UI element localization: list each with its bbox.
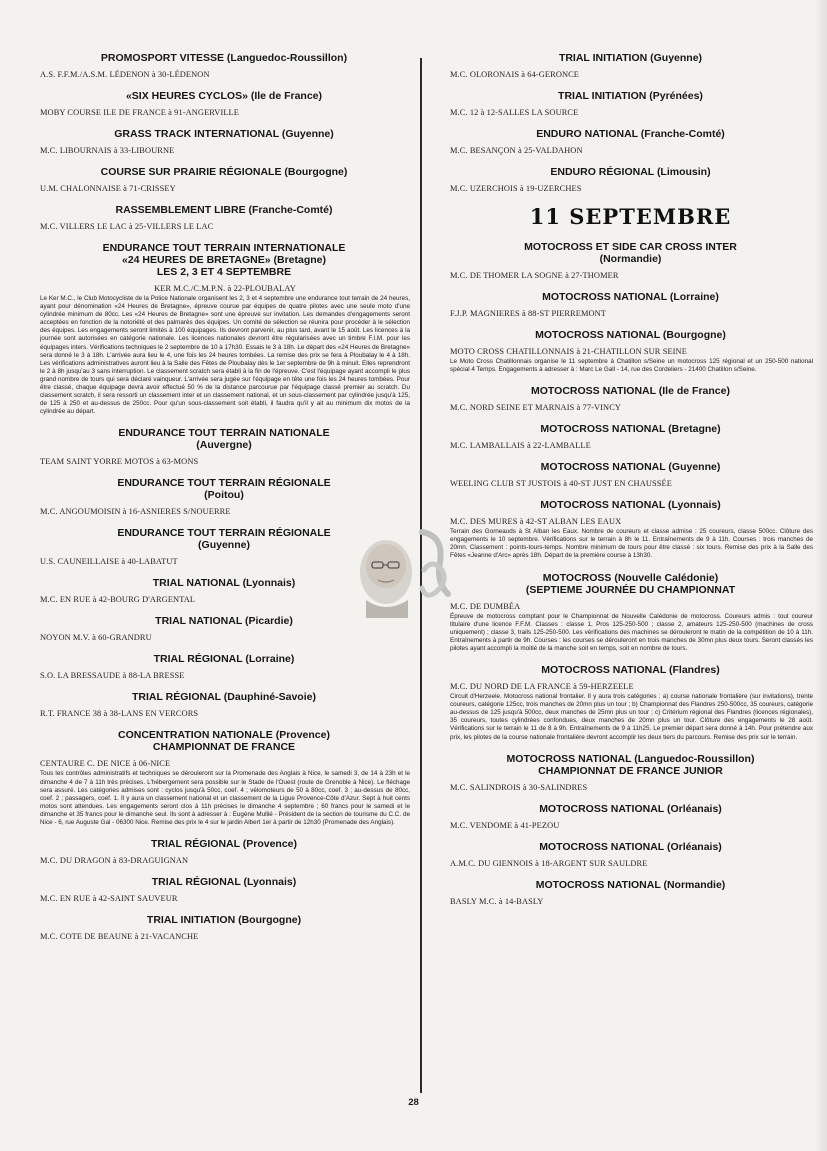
event-entry xyxy=(38,90,410,117)
event-title-line: (Auvergne) xyxy=(196,439,252,452)
event-club: M.C. DU DRAGON à 83-DRAGUIGNAN xyxy=(40,856,189,866)
event-club: M.C. VENDOME à 41-PEZOU xyxy=(450,820,560,830)
event-description: Circuit d'Herzeele. Motocross national frontalier. Il y aura trois catégories : a) course nationale frontalière (sur invitations), trente coureurs, catégorie 125cc, trois manches de 20mn plus un tour ; b) Championnat des Flandres 250-500cc, 35 coureurs, catégorie au-dessus de 125 jusqu'à 500cc, deux manches de 25mn plus un tour ; c) Critérium régional des Flandres (licences régionales), 35 coureurs, toutes cylindrées confondues, deux manches de 20mn plus un tour. Clôture des engagements le 28 août. Vérifications sur le terrain le 11 de 8 à 9h. Entraînements de 9 à 11h25. Le premier départ sera donné à 14h. Pour prétendre aux prix, les pilotes de la course nationale frontalière devront accomplir les deux tiers du parcours. Remise des prix sur le terrain. xyxy=(450,693,813,741)
event-title-line: MOTOCROSS NATIONAL (Normandie) xyxy=(535,878,726,891)
event-description: Le Ker M.C., le Club Motocycliste de la Police Nationale organisent les 2, 3 et 4 septembre une endurance tout terrain de 24 heures, ayant pour dénomination «24 Heures de Bretagne», épreuve courue par équipes de quatre pilotes avec une seule moto d'une cylindrée minimum de 80cc. Les «24 Heures de Bretagne» sont une épreuve sur invitation. Les demandes d'engagements seront acceptées en fonction de la notoriété et des palmarès des équipes. Un comité de sélection se réunira pour procéder à le sélection des équipes. Les engagements seront limités à 100 équipages. Ils devront parvenir, au plus tard, avant le 15 août. Les licences à la journée sont autorisées en catégorie nationale. Les licences nationales devront être régularisées avec un timbre F.I.M. pour les équipages inters. Vérifications techniques le 2 septembre de 10 à 17h30. Essais le 3 à 18h. Le départ des «24 Heures de Bretagne» sera donné le 3 à 18h. L'arrivée aura lieu le 4, une fois les 24 heures tombées. La remise des prix se fera à Ploubalay le 4 à 18h. Les vérifications administratives auront lieu à la Salle des Fêtes de Ploubalay dès le 1er septembre de 9h à minuit. Elles reprendront le 2 à 8h jusqu'au 3 sans interruption. Le classement scratch sera établi à la fin de l'épreuve. C'est l'équipage ayant accompli le plus grand nombre de tours qui sera déclaré vainqueur. L'arrivée sera jugée sur l'équipage en tête une fois les 24 heures tombées. Pour être classé, chaque équipage devra avoir effectué 50 % de la distance parcourue par l'équipage classé premier au scratch. Du classement scratch, il sera ressorti un classement inter et un classement national, et un sous-classement par cylindrée jusqu'à 125, de 125 à 250 et au-dessus de 250cc. Pour qu'un sous-classement soit établi, il faudra qu'il y ait au minimum dix motos de la cylindrée au départ. xyxy=(40,295,410,416)
event-club: M.C. DE THOMER LA SOGNE à 27-THOMER xyxy=(450,271,619,280)
event-entry xyxy=(448,329,813,374)
event-title-line: (Guyenne) xyxy=(198,539,250,552)
right-column-top-events xyxy=(448,52,813,193)
event-title xyxy=(38,242,410,278)
event-title-line: TRIAL RÉGIONAL (Dauphiné-Savoie) xyxy=(132,691,316,704)
event-club: M.C. EN RUE à 42-BOURG D'ARGENTAL xyxy=(40,595,196,605)
event-title xyxy=(38,691,410,703)
event-title xyxy=(38,166,410,178)
event-title-line: MOTOCROSS NATIONAL (Bretagne) xyxy=(540,423,721,436)
event-entry xyxy=(38,653,410,680)
event-title xyxy=(38,477,410,501)
event-title-line: ENDURO RÉGIONAL (Limousin) xyxy=(550,166,711,178)
event-entry xyxy=(38,729,410,827)
event-title-line: MOTOCROSS NATIONAL (Lorraine) xyxy=(542,291,719,303)
event-club: WEELING CLUB ST JUSTOIS à 40-ST JUST EN CHAUSSÉE xyxy=(450,479,672,489)
event-entry xyxy=(448,803,813,830)
event-title xyxy=(448,241,813,265)
event-entry xyxy=(38,615,410,642)
right-column xyxy=(448,52,813,917)
event-club: TEAM SAINT YORRE MOTOS à 63-MONS xyxy=(40,457,199,467)
event-entry xyxy=(448,385,813,412)
event-title-line: MOTOCROSS NATIONAL (Orléanais) xyxy=(539,802,722,815)
event-title xyxy=(38,876,410,888)
event-club: MOTO CROSS CHATILLONNAIS à 21-CHATILLON SUR SEINE xyxy=(450,347,687,356)
event-title-line: MOTOCROSS ET SIDE CAR CROSS INTER xyxy=(524,241,737,253)
event-title-line: COURSE SUR PRAIRIE RÉGIONALE (Bourgogne) xyxy=(100,166,348,178)
event-title xyxy=(448,128,813,140)
event-title xyxy=(448,753,813,777)
event-club: M.C. NORD SEINE ET MARNAIS à 77-VINCY xyxy=(450,403,622,413)
page-number: 28 xyxy=(408,1097,419,1108)
event-club: M.C. UZERCHOIS à 19-UZERCHES xyxy=(450,184,582,193)
event-title-line: (Normandie) xyxy=(599,253,662,265)
event-club: M.C. LAMBALLAIS à 22-LAMBALLE xyxy=(450,441,591,451)
event-title xyxy=(448,803,813,815)
event-title xyxy=(448,52,813,64)
event-title-line: «24 HEURES DE BRETAGNE» (Bretagne) xyxy=(121,254,327,266)
event-title-line: MOTOCROSS (Nouvelle Calédonie) xyxy=(542,571,719,584)
event-entry xyxy=(448,879,813,906)
event-club: F.J.P. MAGNIERES à 88-ST PIERREMONT xyxy=(450,309,606,318)
event-title-line: MOTOCROSS NATIONAL (Guyenne) xyxy=(540,461,721,474)
event-title xyxy=(448,572,813,596)
event-club: A.M.C. DU GIENNOIS à 18-ARGENT SUR SAULDRE xyxy=(450,858,648,868)
event-club: A.S. F.F.M./A.S.M. LÉDENON à 30-LÉDENON xyxy=(40,70,210,79)
event-entry xyxy=(448,499,813,560)
event-entry xyxy=(448,90,813,117)
event-entry xyxy=(38,691,410,718)
event-title xyxy=(38,90,410,102)
event-entry xyxy=(448,461,813,488)
event-description: Terrain des Gorneauds à St Alban les Eaux. Nombre de coureurs et classe admise : 25 coureurs, classe 500cc. Clôture des engagements le 10 septembre. Vérifications sur le terrain à 8h le 11. Entraînements de 9 à 11h. Courses : trois manches de 20mn. Classement : points-tours-temps. Nombre minimum de tours pour être classé : six tours. Remise des prix à la Salle des Fêtes «Jeanne d'Arc» après 18h. Départ de la première course à 13h30. xyxy=(450,528,813,560)
event-club: CENTAURE C. DE NICE à 06-NICE xyxy=(40,759,171,769)
event-entry xyxy=(38,128,410,155)
event-title-line: LES 2, 3 ET 4 SEPTEMBRE xyxy=(156,266,292,278)
event-title xyxy=(38,914,410,926)
event-title xyxy=(38,653,410,665)
event-entry xyxy=(448,52,813,79)
event-entry xyxy=(448,166,813,193)
event-entry xyxy=(448,664,813,742)
event-title-line: ENDURANCE TOUT TERRAIN NATIONALE xyxy=(118,427,330,440)
event-entry xyxy=(38,52,410,79)
event-entry xyxy=(38,242,410,416)
event-club: BASLY M.C. à 14-BASLY xyxy=(450,896,544,906)
event-entry xyxy=(38,838,410,865)
event-title xyxy=(38,427,410,451)
event-title-line: TRIAL RÉGIONAL (Lyonnais) xyxy=(151,876,297,889)
event-title-line: TRIAL INITIATION (Guyenne) xyxy=(558,52,703,64)
left-column xyxy=(38,52,410,952)
event-title xyxy=(448,90,813,102)
event-entry xyxy=(38,427,410,466)
event-club: M.C. DU NORD DE LA FRANCE à 59-HERZEELE xyxy=(450,682,634,692)
event-club: M.C. EN RUE à 42-SAINT SAUVEUR xyxy=(40,894,178,904)
event-club: M.C. VILLERS LE LAC à 25-VILLERS LE LAC xyxy=(40,222,214,231)
event-club: KER M.C./C.M.P.N. à 22-PLOUBALAY xyxy=(154,284,296,293)
event-title xyxy=(448,291,813,303)
event-title xyxy=(448,879,813,891)
event-title xyxy=(448,499,813,511)
event-title xyxy=(448,423,813,435)
event-description: Épreuve de motocross comptant pour le Championnat de Nouvelle Calédonie de motocross. Coureurs admis : tout coureur titulaire d'une licence F.F.M. Classes : classe 1, Pros 125-250-500 ; classe 2, amateurs 125-250-500 (machines de cross uniquement) ; classe 3, trails 125-250-500. Les vérifications des machines se dérouleront le matin de la compétition de 10 à 11h. Entraînements à partir de 9h. Courses : les courses se dérouleront en trois manches de 30mn plus deux tours. Seront classés les pilotes ayant accompli la moitié de la manche soit en temps, soit en nombre de tours. xyxy=(450,612,813,652)
event-entry xyxy=(38,477,410,516)
event-title-line: ENDURANCE TOUT TERRAIN RÉGIONALE xyxy=(117,477,331,490)
right-column-bottom-events xyxy=(448,241,813,906)
event-title-line: ENDURO NATIONAL (Franche-Comté) xyxy=(536,128,725,140)
event-entry xyxy=(38,914,410,941)
event-entry xyxy=(448,128,813,155)
event-title-line: TRIAL NATIONAL (Lyonnais) xyxy=(152,577,296,590)
event-title xyxy=(38,838,410,850)
event-title-line: MOTOCROSS NATIONAL (Lyonnais) xyxy=(540,499,721,512)
event-title xyxy=(448,461,813,473)
event-title-line: PROMOSPORT VITESSE (Languedoc-Roussillon) xyxy=(100,52,348,64)
event-title xyxy=(448,385,813,397)
event-club: NOYON M.V. à 60-GRANDRU xyxy=(40,633,152,643)
event-club: U.S. CAUNEILLAISE à 40-LABATUT xyxy=(40,557,178,567)
event-club: U.M. CHALONNAISE à 71-CRISSEY xyxy=(40,184,176,193)
event-title-line: CHAMPIONNAT DE FRANCE JUNIOR xyxy=(538,764,723,777)
event-title-line: MOTOCROSS NATIONAL (Flandres) xyxy=(541,664,720,677)
event-title-line: MOTOCROSS NATIONAL (Orléanais) xyxy=(539,840,722,853)
event-entry xyxy=(38,876,410,903)
event-title-line: RASSEMBLEMENT LIBRE (Franche-Comté) xyxy=(115,204,333,216)
event-title-line: CONCENTRATION NATIONALE (Provence) xyxy=(118,729,330,742)
event-title xyxy=(448,329,813,341)
event-club: M.C. SALINDROIS à 30-SALINDRES xyxy=(450,782,588,792)
event-title-line: TRIAL RÉGIONAL (Provence) xyxy=(150,838,298,851)
event-title-line: CHAMPIONNAT DE FRANCE xyxy=(152,741,296,754)
event-title-line: TRIAL INITIATION (Pyrénées) xyxy=(558,90,703,102)
event-entry xyxy=(448,423,813,450)
event-entry xyxy=(448,291,813,318)
event-title-line: MOTOCROSS NATIONAL (Bourgogne) xyxy=(535,329,726,341)
event-title xyxy=(38,204,410,216)
event-club: M.C. DE DUMBÉA xyxy=(450,601,521,611)
event-title-line: TRIAL RÉGIONAL (Lorraine) xyxy=(153,653,295,666)
event-entry xyxy=(38,166,410,193)
event-club: R.T. FRANCE 38 à 38-LANS EN VERCORS xyxy=(40,709,199,719)
event-title-line: GRASS TRACK INTERNATIONAL (Guyenne) xyxy=(114,128,334,140)
event-title-line: (Poitou) xyxy=(204,489,244,502)
event-title-line: (SEPTIEME JOURNÉE DU CHAMPIONNAT xyxy=(525,583,736,596)
event-title-line: MOTOCROSS NATIONAL (Languedoc-Roussillon) xyxy=(506,752,755,765)
event-title-line: TRIAL INITIATION (Bourgogne) xyxy=(146,914,302,927)
event-title-line: TRIAL NATIONAL (Picardie) xyxy=(155,615,293,628)
event-club: M.C. DES MURES à 42-ST ALBAN LES EAUX xyxy=(450,517,622,527)
event-title xyxy=(38,128,410,140)
event-club: S.O. LA BRESSAUDE à 88-LA BRESSE xyxy=(40,671,185,681)
event-club: M.C. ANGOUMOISIN à 16-ASNIERES S/NOUERRE xyxy=(40,507,231,517)
event-title xyxy=(38,52,410,64)
portrait-stamp-icon xyxy=(352,522,464,618)
event-title xyxy=(448,166,813,178)
event-description: Le Moto Cross Chatillonnais organise le 11 septembre à Chatillon s/Seine un motocross 125 régional et un 250-500 national spécial 4 Temps. Engagements à adresser à : Marc Le Gall - 14, rue des Cordeliers - 21400 Chatillon s/Seine. xyxy=(450,358,813,374)
event-club: M.C. BESANÇON à 25-VALDAHON xyxy=(450,146,583,155)
page-edge-shadow xyxy=(815,0,827,1151)
event-title-line: «SIX HEURES CYCLOS» (Ile de France) xyxy=(125,90,323,102)
event-entry xyxy=(448,753,813,792)
event-entry xyxy=(38,204,410,231)
date-heading: 11 SEPTEMBRE xyxy=(529,204,732,229)
event-title-line: ENDURANCE TOUT TERRAIN INTERNATIONALE xyxy=(102,242,346,254)
event-description: Tous les contrôles administratifs et techniques se dérouleront sur la Promenade des Anglais à Nice, le samedi 3, de 14 à 23h et le dimanche 4 de 7 à 11h très précises. L'hébergement sera possible sur le Stade de l'Ouest (route de Grenoble à Nice). Le fléchage sera assuré. Les catégories admises sont : cyclos jusqu'à 50cc, coef. 4 ; vélomoteurs de 50 à 80cc, coef. 3 ; au-dessus de 80cc, coef. 2 ; passagers, coef. 1. Il y aura un classement national et un classement de la Ligue Provence-Côte d'Azur. Sept à huit cents motos sont attendues. Les engagements seront clos à 11h précises le dimanche 4 septembre ; 60 francs pour le samedi et le dimanche et 35 francs pour le dimanche seul. Ils sont à adresser à : Eugène Mullié - Président de la section de tourisme du C.C. de Nice - 6, rue Auguste Gal - 06300 Nice. Remise des prix le 4 sur le jardin Albert 1er à partir de 12h30 (Promenade des Anglais). xyxy=(40,770,410,826)
event-club: M.C. 12 à 12-SALLES LA SOURCE xyxy=(450,108,579,117)
event-title xyxy=(38,729,410,753)
event-title xyxy=(448,664,813,676)
event-title xyxy=(448,841,813,853)
event-entry xyxy=(448,841,813,868)
event-entry xyxy=(448,572,813,653)
event-club: MOBY COURSE ILE DE FRANCE à 91-ANGERVILLE xyxy=(40,108,239,117)
event-title-line: MOTOCROSS NATIONAL (Ile de France) xyxy=(531,385,730,398)
event-title-line: ENDURANCE TOUT TERRAIN RÉGIONALE xyxy=(117,527,331,540)
event-club: M.C. OLORONAIS à 64-GERONCE xyxy=(450,70,580,79)
event-club: M.C. LIBOURNAIS à 33-LIBOURNE xyxy=(40,146,175,155)
event-club: M.C. COTE DE BEAUNE à 21-VACANCHE xyxy=(40,932,199,942)
event-entry xyxy=(448,241,813,280)
